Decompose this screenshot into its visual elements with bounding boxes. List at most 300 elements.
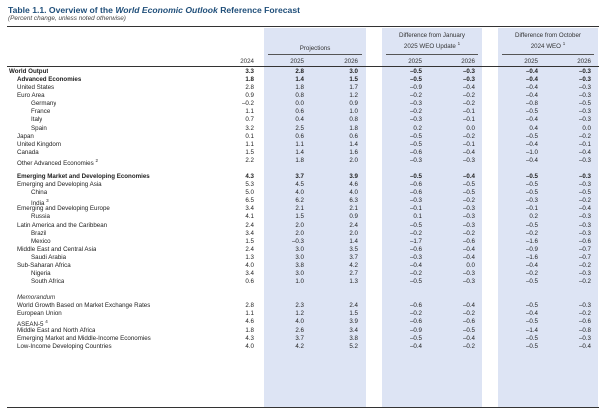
value-cell: 0.0 [295, 100, 304, 108]
header-projections: Projections [299, 45, 331, 52]
value-cell: 3.7 [295, 334, 304, 342]
row-label [9, 68, 48, 76]
value-cell: 3.0 [349, 68, 358, 75]
value-cell: –0.3 [578, 181, 591, 189]
value-cell: 1.5 [245, 237, 254, 245]
value-cell: 0.6 [295, 108, 304, 116]
row-label-text: ASEAN-5 [17, 321, 44, 329]
table-row [0, 100, 600, 108]
row-label-text: Spain [31, 124, 47, 132]
value-cell: –0.5 [462, 181, 475, 189]
row-label [17, 302, 150, 310]
value-cell: 4.6 [349, 181, 358, 189]
row-label-text: Japan [17, 132, 34, 140]
value-cell: –0.4 [462, 245, 475, 253]
row-label [31, 213, 50, 221]
value-cell: –0.7 [578, 253, 591, 261]
value-cell: 0.9 [349, 100, 358, 108]
value-cell: 2.4 [245, 245, 254, 253]
value-cell: –0.3 [462, 270, 475, 277]
value-cell: 3.2 [245, 124, 254, 132]
value-cell: –0.3 [409, 253, 422, 261]
table-row [0, 222, 600, 230]
value-cell: 0.4 [295, 116, 304, 124]
value-cell: –0.3 [578, 221, 591, 229]
table-row [0, 205, 600, 213]
value-cell: –0.4 [525, 310, 538, 318]
value-cell: 0.7 [245, 116, 254, 124]
value-cell: –1.6 [525, 237, 538, 245]
value-cell: 0.0 [466, 124, 475, 132]
row-label [17, 173, 150, 181]
value-cell: –0.5 [578, 189, 591, 197]
value-cell: 3.0 [295, 270, 304, 277]
row-label-text: World Growth Based on Market Exchange Rates [17, 302, 151, 310]
bottom-rule [7, 407, 599, 408]
value-cell: –0.1 [525, 205, 538, 213]
value-cell: –0.3 [462, 76, 475, 84]
row-label-text: Memorandum [17, 294, 56, 302]
row-label-text: European Union [17, 310, 62, 318]
row-label-text: Emerging Market and Developing Economies [17, 173, 150, 181]
value-cell: 1.1 [295, 140, 304, 148]
value-cell: 2.4 [349, 302, 358, 310]
value-cell: 3.9 [349, 173, 358, 181]
value-cell: 0.1 [413, 213, 422, 221]
value-cell: 4.6 [245, 318, 254, 326]
row-label [17, 141, 61, 149]
value-cell: 1.2 [295, 310, 304, 318]
row-label [17, 335, 151, 343]
table-row [0, 343, 600, 351]
value-cell: –0.3 [578, 270, 591, 277]
value-cell: –1.7 [409, 237, 422, 245]
value-cell: –0.5 [525, 342, 538, 350]
row-label-text: Italy [31, 116, 43, 124]
value-cell: –0.4 [409, 261, 422, 269]
value-cell: 4.2 [295, 342, 304, 350]
row-label [17, 327, 95, 335]
value-cell: 3.3 [245, 68, 254, 75]
value-cell: –0.3 [578, 334, 591, 342]
value-cell: 2.4 [349, 221, 358, 229]
value-cell: –0.5 [525, 334, 538, 342]
table-row [0, 189, 600, 197]
row-label [17, 246, 96, 254]
year-2024: 2024 [240, 58, 254, 65]
value-cell: 1.0 [295, 278, 304, 286]
row-label [31, 189, 47, 197]
value-cell: 1.5 [349, 76, 358, 84]
row-label [17, 205, 110, 213]
value-cell: 3.8 [295, 261, 304, 269]
row-label-text: Advanced Economies [17, 76, 82, 84]
value-cell: –0.4 [462, 84, 475, 92]
table-row [0, 133, 600, 141]
table-row [0, 302, 600, 310]
value-cell: 3.0 [295, 253, 304, 261]
row-label [31, 116, 42, 124]
value-cell: –0.7 [578, 245, 591, 253]
table-row [0, 125, 600, 133]
value-cell: –0.2 [462, 229, 475, 237]
row-label-text: Emerging Market and Middle-Income Economies [17, 334, 151, 342]
value-cell: –0.3 [578, 68, 591, 75]
value-cell: –0.1 [462, 116, 475, 124]
row-label [31, 125, 47, 133]
value-cell: –0.5 [525, 189, 538, 197]
table-row [0, 254, 600, 262]
value-cell: –0.2 [578, 261, 591, 269]
value-cell: 3.4 [245, 270, 254, 277]
table-row [0, 157, 600, 165]
value-cell: –0.3 [409, 116, 422, 124]
value-cell: –0.6 [462, 237, 475, 245]
value-cell: –0.5 [525, 132, 538, 140]
value-cell: –0.6 [462, 318, 475, 326]
row-label-text: Germany [31, 100, 57, 108]
value-cell: 5.2 [349, 342, 358, 350]
value-cell: –0.2 [525, 229, 538, 237]
value-cell: 0.2 [413, 124, 422, 132]
row-label [17, 92, 45, 100]
value-cell: –0.3 [409, 100, 422, 108]
value-cell: –0.3 [578, 76, 591, 84]
value-cell: –0.8 [578, 326, 591, 334]
value-cell: 4.3 [245, 334, 254, 342]
value-cell: 1.6 [349, 148, 358, 156]
value-cell: –0.3 [578, 156, 591, 164]
table-row [0, 108, 600, 116]
value-cell: 1.5 [295, 213, 304, 221]
value-cell: –0.3 [462, 221, 475, 229]
row-label-text: Other Advanced Economies [17, 159, 94, 167]
row-label [31, 254, 66, 262]
value-cell: –0.5 [525, 173, 538, 181]
row-label [31, 230, 46, 238]
value-cell: –0.4 [462, 253, 475, 261]
value-cell: –0.4 [525, 156, 538, 164]
value-cell: –0.5 [525, 302, 538, 310]
value-cell: –0.2 [409, 92, 422, 100]
value-cell: 1.1 [245, 108, 254, 116]
value-cell: –0.3 [291, 237, 304, 245]
value-cell: 3.5 [349, 245, 358, 253]
value-cell: 2.7 [349, 270, 358, 277]
row-label-text: South Africa [31, 278, 65, 286]
value-cell: –0.3 [578, 84, 591, 92]
value-cell: –0.4 [525, 84, 538, 92]
rule-projections [268, 54, 362, 55]
value-cell: 3.4 [245, 229, 254, 237]
value-cell: –0.3 [578, 108, 591, 116]
value-cell: –0.6 [409, 189, 422, 197]
table-row [0, 270, 600, 278]
value-cell: –0.2 [462, 100, 475, 108]
value-cell: 1.1 [245, 310, 254, 318]
value-cell: 1.8 [349, 124, 358, 132]
row-label [17, 149, 39, 157]
row-label-text: United States [17, 84, 55, 92]
year-2025-proj: 2025 [290, 58, 304, 65]
value-cell: –0.5 [462, 189, 475, 197]
table-row [0, 84, 600, 92]
value-cell: 3.8 [349, 334, 358, 342]
row-label [31, 108, 50, 116]
row-label [17, 262, 71, 270]
value-cell: 4.0 [295, 318, 304, 326]
value-cell: –0.3 [462, 156, 475, 164]
value-cell: 1.8 [295, 156, 304, 164]
footnote-marker: 2 [95, 157, 98, 163]
value-cell: –0.2 [409, 310, 422, 318]
value-cell: 6.2 [295, 197, 304, 205]
value-cell: 3.4 [245, 205, 254, 213]
row-label [31, 100, 56, 108]
value-cell: 4.5 [295, 181, 304, 189]
value-cell: –0.5 [409, 173, 422, 181]
year-2026-proj: 2026 [344, 58, 358, 65]
rule-diff-january [386, 54, 478, 55]
value-cell: 2.8 [245, 302, 254, 310]
value-cell: 0.6 [245, 278, 254, 286]
rule-diff-october [502, 54, 594, 55]
value-cell: –0.5 [409, 132, 422, 140]
value-cell: –0.5 [409, 140, 422, 148]
value-cell: –0.6 [409, 148, 422, 156]
value-cell: –0.4 [409, 342, 422, 350]
value-cell: 1.5 [245, 148, 254, 156]
footnote-marker: 4 [45, 319, 48, 325]
value-cell: 0.6 [349, 132, 358, 140]
value-cell: 2.0 [295, 229, 304, 237]
row-label [17, 133, 34, 141]
value-cell: 2.1 [349, 205, 358, 213]
table-row [0, 238, 600, 246]
value-cell: 1.4 [295, 148, 304, 156]
value-cell: 1.8 [245, 326, 254, 334]
value-cell: –0.4 [462, 148, 475, 156]
table-row [0, 76, 600, 84]
table-row [0, 68, 600, 76]
value-cell: –0.2 [578, 310, 591, 318]
value-cell: –1.6 [525, 253, 538, 261]
table-row [0, 92, 600, 100]
value-cell: 0.0 [466, 261, 475, 269]
row-label [17, 343, 112, 351]
value-cell: 2.1 [295, 205, 304, 213]
value-cell: –0.2 [241, 100, 254, 108]
value-cell: –0.5 [409, 278, 422, 286]
row-label-text: Latin America and the Caribbean [17, 221, 108, 229]
value-cell: –0.2 [409, 229, 422, 237]
row-label-text: Euro Area [17, 92, 45, 100]
value-cell: –0.4 [525, 140, 538, 148]
value-cell: –0.4 [462, 173, 475, 181]
value-cell: –0.4 [462, 334, 475, 342]
row-label [31, 278, 64, 286]
table-title: Table 1.1. Overview of the World Economic Outlook Reference Forecast [8, 5, 300, 15]
table-row [0, 181, 600, 189]
value-cell: –0.5 [525, 318, 538, 326]
value-cell: –0.3 [462, 68, 475, 75]
value-cell: 0.8 [295, 92, 304, 100]
value-cell: –0.1 [578, 140, 591, 148]
value-cell: 3.4 [349, 326, 358, 334]
value-cell: 3.7 [295, 173, 304, 181]
table-row [0, 149, 600, 157]
value-cell: 4.0 [349, 189, 358, 197]
value-cell: 4.0 [295, 189, 304, 197]
value-cell: –0.1 [462, 108, 475, 116]
value-cell: 0.0 [582, 124, 591, 132]
value-cell: 0.2 [529, 213, 538, 221]
row-label [17, 181, 102, 189]
value-cell: 6.5 [245, 197, 254, 205]
row-label [17, 222, 107, 230]
header-diff-january: Difference from January 2025 WEO Update $^1$ [399, 32, 465, 51]
value-cell: –0.2 [409, 270, 422, 277]
value-cell: 1.3 [245, 253, 254, 261]
value-cell: –0.3 [578, 302, 591, 310]
value-cell: 2.4 [245, 221, 254, 229]
value-cell: 2.2 [245, 156, 254, 164]
year-2026-oct: 2026 [577, 58, 591, 65]
value-cell: 1.5 [349, 310, 358, 318]
value-cell: –0.6 [409, 302, 422, 310]
value-cell: –0.2 [578, 132, 591, 140]
value-cell: –0.6 [409, 181, 422, 189]
value-cell: 4.1 [245, 213, 254, 221]
row-label-text: China [31, 189, 48, 197]
value-cell: –0.2 [409, 108, 422, 116]
value-cell: –1.4 [525, 326, 538, 334]
value-cell: 4.2 [349, 261, 358, 269]
table-row [0, 197, 600, 208]
value-cell: 1.7 [349, 84, 358, 92]
value-cell: –0.4 [525, 261, 538, 269]
value-cell: –0.5 [462, 326, 475, 334]
value-cell: –0.3 [578, 116, 591, 124]
value-cell: 2.3 [295, 302, 304, 310]
value-cell: –0.5 [409, 76, 422, 84]
row-label-text: Mexico [31, 237, 51, 245]
value-cell: 1.8 [245, 76, 254, 84]
value-cell: –0.6 [409, 245, 422, 253]
value-cell: –0.5 [525, 108, 538, 116]
value-cell: –0.2 [462, 342, 475, 350]
value-cell: 2.8 [295, 68, 304, 75]
value-cell: –0.9 [409, 326, 422, 334]
row-label-text: United Kingdom [17, 140, 62, 148]
value-cell: 3.7 [349, 253, 358, 261]
row-label [31, 270, 51, 278]
year-2026-jan: 2026 [461, 58, 475, 65]
value-cell: –0.4 [525, 68, 538, 75]
value-cell: –0.1 [409, 205, 422, 213]
table-row [0, 278, 600, 286]
value-cell: –0.3 [578, 229, 591, 237]
value-cell: –0.3 [578, 92, 591, 100]
value-cell: –0.5 [578, 100, 591, 108]
value-cell: –0.3 [409, 156, 422, 164]
value-cell: –0.2 [462, 132, 475, 140]
value-cell: 5.0 [245, 189, 254, 197]
value-cell: 1.3 [349, 278, 358, 286]
value-cell: 2.0 [349, 229, 358, 237]
value-cell: –0.2 [462, 310, 475, 318]
value-cell: –0.9 [525, 245, 538, 253]
year-2025-jan: 2025 [408, 58, 422, 65]
value-cell: –0.3 [462, 205, 475, 213]
value-cell: 2.0 [349, 156, 358, 164]
value-cell: 6.3 [349, 197, 358, 205]
table-row [0, 310, 600, 318]
value-cell: –1.0 [525, 148, 538, 156]
value-cell: 3.9 [349, 318, 358, 326]
value-cell: –0.4 [578, 342, 591, 350]
value-cell: –0.6 [409, 318, 422, 326]
value-cell: 0.1 [245, 132, 254, 140]
footnote-marker: 3 [46, 198, 49, 204]
row-label [17, 84, 54, 92]
table-subtitle: (Percent change, unless noted otherwise) [8, 15, 126, 22]
value-cell: –0.4 [578, 205, 591, 213]
value-cell: 1.4 [295, 76, 304, 84]
value-cell: 0.4 [529, 124, 538, 132]
value-cell: 2.8 [245, 84, 254, 92]
value-cell: –0.4 [578, 148, 591, 156]
table-row [0, 318, 600, 329]
table-row [0, 262, 600, 270]
value-cell: –0.2 [462, 197, 475, 205]
top-rule [7, 26, 599, 27]
value-cell: 4.0 [245, 342, 254, 350]
value-cell: 5.3 [245, 181, 254, 189]
value-cell: 1.4 [349, 140, 358, 148]
value-cell: 1.2 [349, 92, 358, 100]
row-label-text: France [31, 108, 51, 116]
value-cell: 1.8 [295, 84, 304, 92]
value-cell: 2.0 [295, 221, 304, 229]
spacer-row [0, 286, 600, 294]
row-label-text: Brazil [31, 229, 47, 237]
value-cell: –0.6 [578, 237, 591, 245]
row-label-text: Russia [31, 213, 50, 221]
value-cell: 4.3 [245, 173, 254, 181]
value-cell: 1.0 [349, 108, 358, 116]
value-cell: –0.2 [578, 197, 591, 205]
row-label-text: Nigeria [31, 270, 51, 277]
row-label [17, 310, 62, 318]
row-label-text: Canada [17, 148, 39, 156]
row-label [17, 294, 55, 302]
value-cell: –0.3 [462, 278, 475, 286]
spacer-row [0, 165, 600, 173]
table-row [0, 141, 600, 149]
row-label [31, 238, 51, 246]
value-cell: –0.5 [525, 221, 538, 229]
row-label-text: Emerging and Developing Europe [17, 205, 110, 213]
value-cell: 0.8 [349, 116, 358, 124]
header-rule [7, 66, 599, 67]
value-cell: –0.4 [525, 92, 538, 100]
value-cell: 1.4 [349, 237, 358, 245]
value-cell: 0.6 [295, 132, 304, 140]
value-cell: 2.6 [295, 326, 304, 334]
value-cell: 0.9 [349, 213, 358, 221]
value-cell: 4.0 [245, 261, 254, 269]
